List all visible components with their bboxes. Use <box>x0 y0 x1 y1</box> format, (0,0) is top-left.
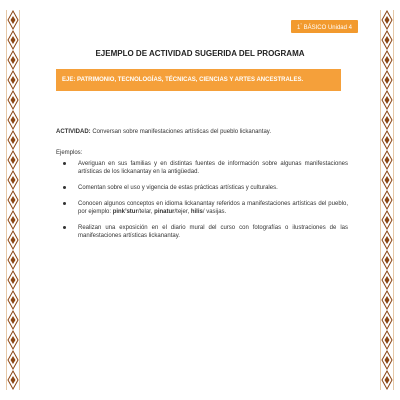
activity-label: ACTIVIDAD: <box>56 129 91 135</box>
term-tejer: pinatur <box>154 209 175 215</box>
bullet-icon <box>63 226 66 229</box>
example-text: Averiguan en sus familias y en distintas fuentes de información sobre algunas manifestaciones artísticas de los lickanantay en la antigüedad. <box>78 161 348 175</box>
example-text: Realizan una exposición en el diario mural del curso con fotografías o ilustraciones de las manifestaciones artísticas lickanantay. <box>78 225 348 239</box>
example-text: Comentan sobre el uso y vigencia de estas prácticas artísticas y culturales. <box>78 185 278 191</box>
bullet-icon <box>63 186 66 189</box>
activity-text: Conversan sobre manifestaciones artísticas del pueblo lickanantay. <box>92 129 271 135</box>
decorative-border-right <box>380 10 394 390</box>
list-item <box>56 200 348 216</box>
andean-pattern-icon <box>381 10 393 390</box>
andean-pattern-icon <box>7 10 19 390</box>
grade-number: 1 <box>296 25 301 31</box>
list-item <box>56 160 348 176</box>
example-text: Conocen algunos conceptos en idioma lickanantay referidos a manifestaciones artísticas del pueblo, por ejemplo: <box>78 201 348 215</box>
grade-unit-badge <box>291 20 358 33</box>
grade-ordinal: ° <box>300 22 302 27</box>
term-telar-gloss: /telar, <box>137 209 155 215</box>
list-item <box>56 184 348 192</box>
page-title: EJEMPLO DE ACTIVIDAD SUGERIDA DEL PROGRAMA <box>95 49 305 58</box>
unit-label: Unidad 4 <box>327 25 352 31</box>
grade-level: BÁSICO <box>303 25 327 31</box>
axis-banner: EJE: PATRIMONIO, TECNOLOGÍAS, TÉCNICAS, CIENCIAS Y ARTES ANCESTRALES. <box>56 69 341 91</box>
bullet-icon <box>63 202 66 205</box>
examples-list <box>56 160 348 240</box>
term-telar: pink’stur <box>112 209 138 215</box>
list-item <box>56 224 348 240</box>
activity-statement <box>56 128 351 136</box>
term-vasijas: hilis <box>190 209 203 215</box>
examples-label: Ejemplos: <box>56 150 83 156</box>
term-tejer-gloss: /tejer, <box>174 209 191 215</box>
term-vasijas-gloss: / vasijas. <box>202 209 227 215</box>
decorative-border-left <box>6 10 20 390</box>
bullet-icon <box>63 162 66 165</box>
